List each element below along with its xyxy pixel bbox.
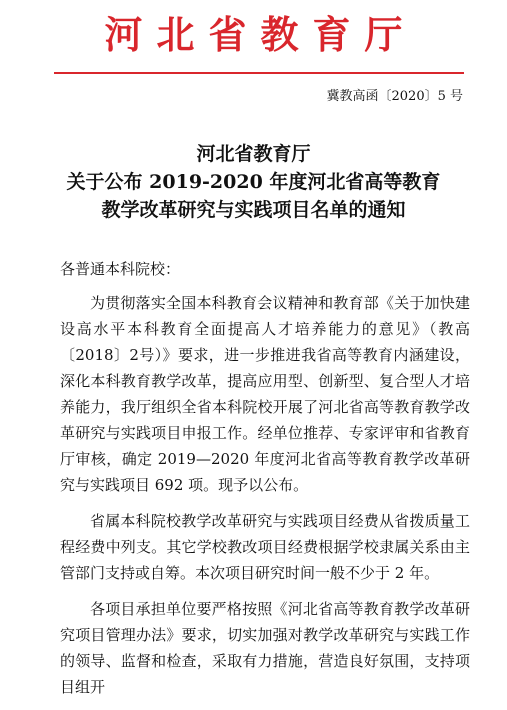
recipient-salutation: 各普通本科院校： <box>60 260 181 278</box>
document-body <box>60 290 470 710</box>
red-separator-line <box>54 72 464 74</box>
body-paragraph-1: 为贯彻落实全国本科教育会议精神和教育部《关于加快建设高水平本科教育全面提高人才培养能力的意见》（教高〔2018〕2号）》要求，进一步推进我省高等教育内涵建设，深化本科教育教学改革，提高应用型、创新型、复合型人才培养能力，我厅组织全省本科院校开展了河北省高等教育教学改革研究与实践项目申报工作。经单位推荐、专家评审和省教育厅审核，确定 2019—2020 年度河北省高等教育教学改革研究与实践项目 692 项。现予以公布。 <box>60 294 470 494</box>
body-paragraph-2: 省属本科院校教学改革研究与实践项目经费从省拨质量工程经费中列支。其它学校教改项目经费根据学校隶属关系由主管部门支持或自筹。本次项目研究时间一般不少于 2 年。 <box>60 512 470 582</box>
issuer-header-title: 河北省教育厅 <box>104 12 417 57</box>
document-title-line-3: 教学改革研究与实践项目名单的通知 <box>101 199 406 221</box>
document-number: 冀教高函〔2020〕5 号 <box>326 89 463 104</box>
document-title-line-1: 河北省教育厅 <box>196 143 311 165</box>
document-title <box>0 140 507 224</box>
document-title-line-2: 关于公布 2019-2020 年度河北省高等教育 <box>66 171 441 193</box>
body-paragraph-3: 各项目承担单位要严格按照《河北省高等教育教学改革研究项目管理办法》要求，切实加强对教学改革研究与实践工作的领导、监督和检查，采取有力措施，营造良好氛围，支持项目组开 <box>60 600 470 696</box>
